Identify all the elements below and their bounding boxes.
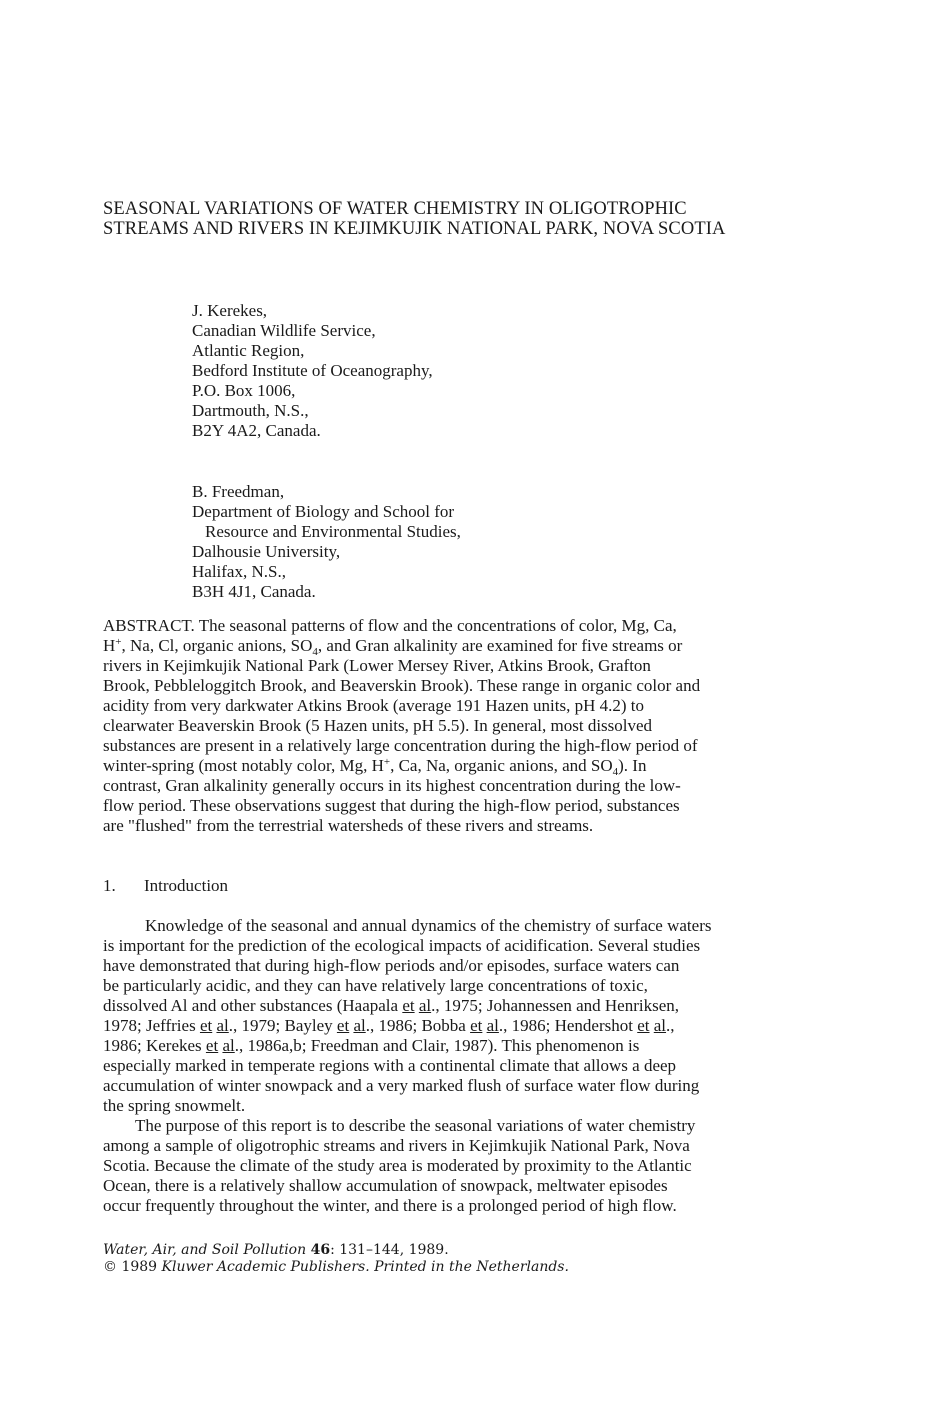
text-fragment: 1978; Jeffries xyxy=(103,1016,200,1035)
abstract xyxy=(103,616,863,836)
text-fragment: winter-spring (most notably color, Mg, H xyxy=(103,756,384,775)
al-underlined: al xyxy=(653,1016,667,1035)
text-fragment: ., 1979; Bayley xyxy=(228,1016,337,1035)
author-line: Bedford Institute of Oceanography, xyxy=(192,361,433,380)
title-line-1: SEASONAL VARIATIONS OF WATER CHEMISTRY IN OLIGOTROPHIC xyxy=(103,199,687,219)
body-line: the spring snowmelt. xyxy=(103,1096,246,1115)
et-underlined: et xyxy=(402,996,415,1015)
abstract-line: clearwater Beaverskin Brook (5 Hazen units, pH 5.5). In general, most dissolved xyxy=(103,716,653,735)
author-line: Dartmouth, N.S., xyxy=(192,401,309,420)
body-line: especially marked in temperate regions with a continental climate that allows a deep xyxy=(103,1056,677,1075)
body-line: among a sample of oligotrophic streams and rivers in Kejimkujik National Park, Nova xyxy=(103,1136,690,1155)
section-heading-introduction xyxy=(103,876,228,896)
body-line: be particularly acidic, and they can have relatively large concentrations of toxic, xyxy=(103,976,648,995)
al-underlined: al xyxy=(216,1016,229,1035)
author-line: Atlantic Region, xyxy=(192,341,305,360)
text-fragment: H xyxy=(103,636,116,655)
body-line: The purpose of this report is to describe the seasonal variations of water chemistry xyxy=(135,1116,696,1135)
paper-title xyxy=(103,199,903,239)
text-fragment: ., 1975; Johannessen and Henriksen, xyxy=(431,996,679,1015)
author-line: Dalhousie University, xyxy=(192,542,341,561)
author-line: Canadian Wildlife Service, xyxy=(192,321,376,340)
et-underlined: et xyxy=(637,1016,650,1035)
text-fragment: ., 1986; Bobba xyxy=(365,1016,471,1035)
abstract-line xyxy=(103,636,863,656)
al-underlined: al xyxy=(418,996,432,1015)
author-line: Resource and Environmental Studies, xyxy=(205,522,461,541)
subscript: 4 xyxy=(312,646,318,658)
journal-name: Water, Air, and Soil Pollution xyxy=(103,1242,307,1258)
superscript: + xyxy=(383,756,391,768)
abstract-line: Brook, Pebbleloggitch Brook, and Beaverskin Brook). These range in organic color and xyxy=(103,676,701,695)
abstract-line: contrast, Gran alkalinity generally occurs in its highest concentration during the low- xyxy=(103,776,681,795)
body-line: is important for the prediction of the ecological impacts of acidification. Several studies xyxy=(103,936,701,955)
text-fragment: ). In xyxy=(618,756,647,775)
body-line: occur frequently throughout the winter, and there is a prolonged period of high flow. xyxy=(103,1196,677,1215)
superscript: + xyxy=(115,636,122,648)
section-title: Introduction xyxy=(144,876,229,895)
body-line: Ocean, there is a relatively shallow accumulation of snowpack, meltwater episodes xyxy=(103,1176,668,1195)
text-fragment: dissolved Al and other substances (Haapala xyxy=(103,996,403,1015)
body-line: accumulation of winter snowpack and a very marked flush of surface water flow during xyxy=(103,1076,700,1095)
body-line xyxy=(103,996,863,1016)
text-fragment: 1986; Kerekes xyxy=(103,1036,206,1055)
journal-volume: 46 xyxy=(310,1242,331,1258)
journal-footer xyxy=(103,1242,569,1276)
author-line: Department of Biology and School for xyxy=(192,502,455,521)
et-underlined: et xyxy=(336,1016,350,1035)
author-affiliation-freedman xyxy=(192,482,692,602)
author-line: B2Y 4A2, Canada. xyxy=(192,421,321,440)
abstract-line: flow period. These observations suggest that during the high-flow period, substances xyxy=(103,796,680,815)
author-affiliation-kerekes xyxy=(192,301,692,441)
al-underlined: al xyxy=(353,1016,366,1035)
citation-line xyxy=(103,1242,569,1259)
body-line: have demonstrated that during high-flow periods and/or episodes, surface waters can xyxy=(103,956,680,975)
copyright-symbol: © 1989 xyxy=(103,1259,162,1275)
text-fragment: ., 1986a,b; Freedman and Clair, 1987). This phenomenon is xyxy=(234,1036,640,1055)
author-line: Halifax, N.S., xyxy=(192,562,286,581)
et-underlined: et xyxy=(470,1016,483,1035)
subscript: 4 xyxy=(612,766,619,778)
copyright-line xyxy=(103,1259,569,1276)
text-fragment: , and Gran alkalinity are examined for five streams or xyxy=(317,636,683,655)
text-fragment: , Na, Cl, organic anions, SO xyxy=(121,636,313,655)
abstract-line xyxy=(103,756,863,776)
abstract-line: ABSTRACT. The seasonal patterns of flow and the concentrations of color, Mg, Ca, xyxy=(103,616,677,635)
section-number: 1. xyxy=(103,876,116,895)
author-line: J. Kerekes, xyxy=(192,301,268,320)
body-line: Knowledge of the seasonal and annual dynamics of the chemistry of surface waters xyxy=(145,916,712,935)
abstract-line: acidity from very darkwater Atkins Brook (average 191 Hazen units, pH 4.2) to xyxy=(103,696,645,715)
abstract-line: substances are present in a relatively large concentration during the high-flow period of xyxy=(103,736,698,755)
journal-pages: : 131–144, 1989. xyxy=(330,1242,449,1258)
abstract-line: rivers in Kejimkujik National Park (Lower Mersey River, Atkins Brook, Grafton xyxy=(103,656,651,675)
al-underlined: al xyxy=(222,1036,235,1055)
text-fragment: , Ca, Na, organic anions, and SO xyxy=(390,756,613,775)
text-fragment: ., 1986; Hendershot xyxy=(498,1016,638,1035)
author-line: B3H 4J1, Canada. xyxy=(192,582,316,601)
text-fragment: ., xyxy=(666,1016,675,1035)
et-underlined: et xyxy=(205,1036,219,1055)
al-underlined: al xyxy=(486,1016,499,1035)
author-line: B. Freedman, xyxy=(192,482,285,501)
body-line: Scotia. Because the climate of the study area is moderated by proximity to the Atlantic xyxy=(103,1156,692,1175)
introduction-body xyxy=(103,916,863,1216)
title-line-2: STREAMS AND RIVERS IN KEJIMKUJIK NATIONAL PARK, NOVA SCOTIA xyxy=(103,219,726,239)
body-line xyxy=(103,1036,863,1056)
body-line xyxy=(103,1016,863,1036)
abstract-line: are "flushed" from the terrestrial watersheds of these rivers and streams. xyxy=(103,816,594,835)
author-line: P.O. Box 1006, xyxy=(192,381,296,400)
publisher-name: Kluwer Academic Publishers. Printed in the Netherlands. xyxy=(161,1259,569,1275)
et-underlined: et xyxy=(199,1016,213,1035)
